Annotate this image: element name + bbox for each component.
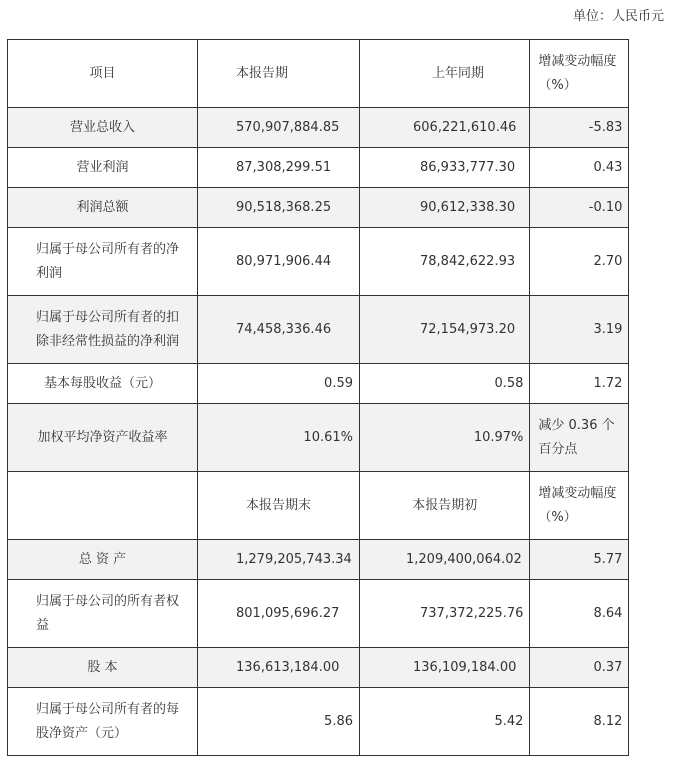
change-value: -0.10 [530,188,629,228]
table-row [8,648,629,688]
current-value: 1,279,205,743.34 [198,540,360,580]
header-current-period: 本报告期 [198,40,360,108]
prior-value: 606,221,610.46 [360,108,530,148]
prior-value: 0.58 [360,364,530,404]
header-prior-period: 上年同期 [360,40,530,108]
current-value: 80,971,906.44 [198,228,360,296]
table-row [8,228,629,296]
table-subheader-row [8,472,629,540]
table-row [8,540,629,580]
row-label: 加权平均净资产收益率 [8,404,198,472]
current-value: 87,308,299.51 [198,148,360,188]
change-value: 0.43 [530,148,629,188]
row-label: 基本每股收益（元） [8,364,198,404]
row-label: 归属于母公司所有者的每股净资产（元） [8,688,198,756]
row-label: 归属于母公司的所有者权益 [8,580,198,648]
change-value: 3.19 [530,296,629,364]
table-header-row [8,40,629,108]
current-value: 74,458,336.46 [198,296,360,364]
unit-note: 单位：人民币元 [572,9,664,24]
prior-value: 10.97% [360,404,530,472]
change-value: 5.77 [530,540,629,580]
prior-value: 5.42 [360,688,530,756]
prior-value: 78,842,622.93 [360,228,530,296]
change-value: 0.37 [530,648,629,688]
table-row [8,404,629,472]
row-label: 归属于母公司所有者的扣除非经常性损益的净利润 [8,296,198,364]
prior-value: 90,612,338.30 [360,188,530,228]
prior-value: 86,933,777.30 [360,148,530,188]
change-value: 2.70 [530,228,629,296]
current-value: 0.59 [198,364,360,404]
change-value: 8.12 [530,688,629,756]
table-row [8,580,629,648]
prior-value: 737,372,225.76 [360,580,530,648]
current-value: 136,613,184.00 [198,648,360,688]
row-label: 股 本 [8,648,198,688]
header-item: 项目 [8,40,198,108]
current-value: 90,518,368.25 [198,188,360,228]
header-change: 增减变动幅度（%） [530,40,629,108]
table-row [8,296,629,364]
change-value: -5.83 [530,108,629,148]
row-label: 归属于母公司所有者的净利润 [8,228,198,296]
table-row [8,188,629,228]
current-value: 10.61% [198,404,360,472]
prior-value: 72,154,973.20 [360,296,530,364]
subheader-period-end: 本报告期末 [198,472,360,540]
current-value: 570,907,884.85 [198,108,360,148]
row-label: 总 资 产 [8,540,198,580]
change-value: 1.72 [530,364,629,404]
table-row [8,148,629,188]
current-value: 801,095,696.27 [198,580,360,648]
prior-value: 1,209,400,064.02 [360,540,530,580]
subheader-change: 增减变动幅度（%） [530,472,629,540]
row-label: 利润总额 [8,188,198,228]
table-row [8,108,629,148]
change-value: 减少 0.36 个百分点 [530,404,629,472]
prior-value: 136,109,184.00 [360,648,530,688]
row-label: 营业利润 [8,148,198,188]
row-label: 营业总收入 [8,108,198,148]
financial-summary-table [7,39,629,756]
table-row [8,688,629,756]
change-value: 8.64 [530,580,629,648]
table-row [8,364,629,404]
subheader-item [8,472,198,540]
current-value: 5.86 [198,688,360,756]
subheader-period-start: 本报告期初 [360,472,530,540]
